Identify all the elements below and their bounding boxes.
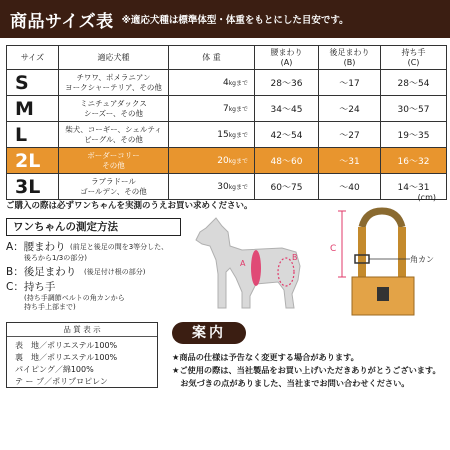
weight-unit: kgまで [228, 183, 248, 191]
breed-line: ヨークシャーテリア、その他 [65, 82, 162, 92]
header-note: ※適応犬種は標準体型・体重をもとにした目安です。 [121, 15, 349, 26]
leg-cell: 〜40 [319, 174, 381, 200]
header-banner [0, 0, 450, 38]
breed-line: その他 [102, 160, 125, 170]
dog-label-b: B [292, 253, 298, 262]
materials-box [6, 322, 158, 388]
waist-cell: 60〜75 [255, 174, 319, 200]
measure-b-sub: (後足付け根の部分) [84, 268, 146, 276]
breed-line: 柴犬、コーギー、シェルティ [65, 124, 162, 134]
leg-cell: 〜24 [319, 96, 381, 122]
carrier-label-kakukan: 角カン [410, 255, 434, 264]
weight-unit: kgまで [228, 105, 248, 113]
materials-row: パイピング／綿100% [15, 365, 94, 374]
breed-cell [59, 96, 169, 122]
waist-cell: 42〜54 [255, 122, 319, 148]
measure-a-sub1: (前足と後足の間を3等分した、 [70, 243, 169, 251]
weight-cell [169, 122, 255, 148]
weight-cell [169, 174, 255, 200]
leg-cell: 〜27 [319, 122, 381, 148]
guide-title: 案内 [172, 322, 246, 344]
table-row [7, 174, 447, 200]
breed-cell [59, 148, 169, 174]
measure-c-sub2: 持ち手上部まで) [24, 303, 76, 311]
waist-cell: 34〜45 [255, 96, 319, 122]
handle-cell: 16〜32 [381, 148, 447, 174]
weight-cell [169, 148, 255, 174]
breed-line: ミニチュアダックス [80, 98, 147, 108]
size-label: M [7, 96, 59, 122]
weight-unit: kgまで [228, 79, 248, 87]
weight-value: 30 [217, 181, 229, 192]
handle-cell: 30〜57 [381, 96, 447, 122]
weight-unit: kgまで [228, 131, 248, 139]
breed-line: ビーグル、その他 [84, 134, 143, 144]
leg-cell: 〜17 [319, 70, 381, 96]
measure-a-sub2: 後ろから1/3の部分) [24, 254, 87, 262]
handle-cell: 19〜35 [381, 122, 447, 148]
handle-cell: 14〜31 [381, 174, 447, 200]
breed-line: シーズー、その他 [84, 108, 143, 118]
header-handle: 持ち手 (C) [381, 46, 447, 70]
size-label: S [7, 70, 59, 96]
waist-cell: 28〜36 [255, 70, 319, 96]
breed-line: ラブラドール [91, 176, 136, 186]
table-row [7, 96, 447, 122]
materials-row: 表 地／ポリエステル100% [15, 341, 118, 350]
dog-diagram-icon [186, 210, 316, 320]
measure-title: ワンちゃんの測定方法 [6, 218, 181, 236]
breed-cell [59, 174, 169, 200]
breed-line: チワワ、ポメラニアン [76, 72, 151, 82]
weight-value: 7 [222, 103, 229, 114]
leg-cell: 〜31 [319, 148, 381, 174]
breed-line: ボーダーコリー [87, 150, 140, 160]
table-row [7, 70, 447, 96]
guide-line: お気づきの点がありました、当社までお問い合わせください。 [172, 378, 410, 388]
breed-cell [59, 70, 169, 96]
size-label: 3L [7, 174, 59, 200]
header-leg: 後足まわり (B) [319, 46, 381, 70]
page-title: 商品サイズ表 [10, 11, 114, 32]
measure-a: A：腰まわり [6, 241, 66, 253]
measure-c: C：持ち手 [6, 281, 56, 293]
header-waist: 腰まわり (A) [255, 46, 319, 70]
waist-cell: 48〜60 [255, 148, 319, 174]
table-row [7, 122, 447, 148]
size-label: L [7, 122, 59, 148]
guide-line: ★商品の仕様は予告なく変更する場合があります。 [172, 352, 359, 362]
weight-value: 15 [217, 129, 229, 140]
measure-c-sub1: (持ち手調節ベルトの角カンから [24, 294, 125, 302]
carrier-label-c: C [330, 244, 337, 254]
dog-label-a: A [240, 259, 246, 268]
size-label: 2L [7, 148, 59, 174]
handle-cell: 28〜54 [381, 70, 447, 96]
breed-cell [59, 122, 169, 148]
header-size: サイズ [7, 46, 59, 70]
weight-cell [169, 96, 255, 122]
purchase-caption: ご購入の際は必ずワンちゃんを実測のうえお買い求めください。 [6, 201, 253, 211]
weight-value: 20 [217, 155, 229, 166]
measure-b: B：後足まわり [6, 266, 77, 278]
size-table-header [7, 46, 447, 70]
materials-row: テ ー プ／ポリプロピレン [15, 377, 108, 386]
weight-unit: kgまで [228, 157, 248, 165]
header-weight: 体 重 [169, 46, 255, 70]
materials-row: 裏 地／ポリエステル100% [15, 353, 118, 362]
weight-cell [169, 70, 255, 96]
size-table [6, 45, 447, 200]
materials-title: 品 質 表 示 [7, 323, 157, 337]
header-breed: 適応犬種 [59, 46, 169, 70]
unit-cm: (cm) [417, 193, 436, 202]
breed-line: ゴールデン、その他 [80, 186, 147, 196]
carrier-diagram-icon [322, 207, 442, 317]
guide-line: ★ご使用の際は、当社製品をお買い上げいただきありがとうございます。 [172, 365, 441, 375]
weight-value: 4 [222, 77, 229, 88]
table-row-highlighted [7, 148, 447, 174]
